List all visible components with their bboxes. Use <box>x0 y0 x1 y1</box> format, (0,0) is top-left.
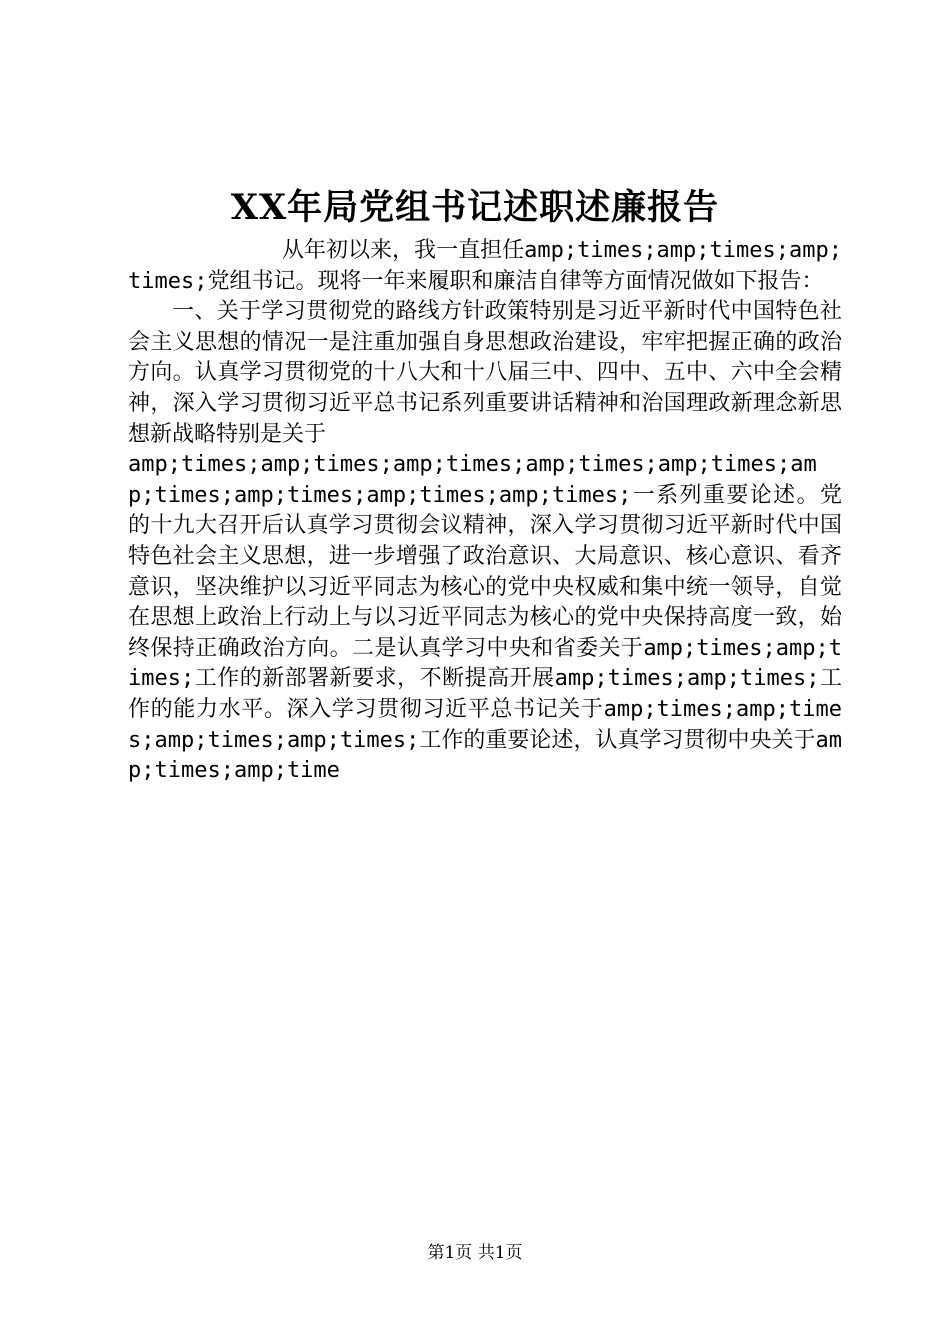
paragraph-section-one: 一、关于学习贯彻党的路线方针政策特别是习近平新时代中国特色社会主义思想的情况一是注重加强自身思想政治建设，牢牢把握正确的政治方向。认真学习贯彻党的十八大和十八届三中、四中、五中、六中全会精神，深入学习贯彻习近平总书记系列重要讲话精神和治国理政新理念新思想新战略特别是关于 <box>128 299 842 447</box>
paragraph-intro: 从年初以来，我一直担任amp;times;amp;times;amp;times;党组书记。现将一年来履职和廉洁自律等方面情况做如下报告： <box>128 238 842 294</box>
paragraph-continuation: amp;times;amp;times;amp;times;amp;times;amp;times;amp;times;amp;times;amp;times;amp;times;一系列重要论述。党的十九大召开后认真学习贯彻会议精神，深入学习贯彻习近平新时代中国特色社会主义思想，进一步增强了政治意识、大局意识、核心意识、看齐意识，坚决维护以习近平同志为核心的党中央权威和集中统一领导，自觉在思想上政治上行动上与以习近平同志为核心的党中央保持高度一致，始终保持正确政治方向。二是认真学习中央和省委关于amp;times;amp;times;工作的新部署新要求，不断提高开展amp;times;amp;times;工作的能力水平。深入学习贯彻习近平总书记关于amp;times;amp;times;amp;times;amp;times;工作的重要论述，认真学习贯彻中央关于amp;times;amp;time <box>128 452 842 784</box>
document-body <box>128 236 842 787</box>
document-title: XX年局党组书记述职述廉报告 <box>230 187 720 228</box>
page-footer: 第1页 共1页 <box>427 1243 523 1263</box>
